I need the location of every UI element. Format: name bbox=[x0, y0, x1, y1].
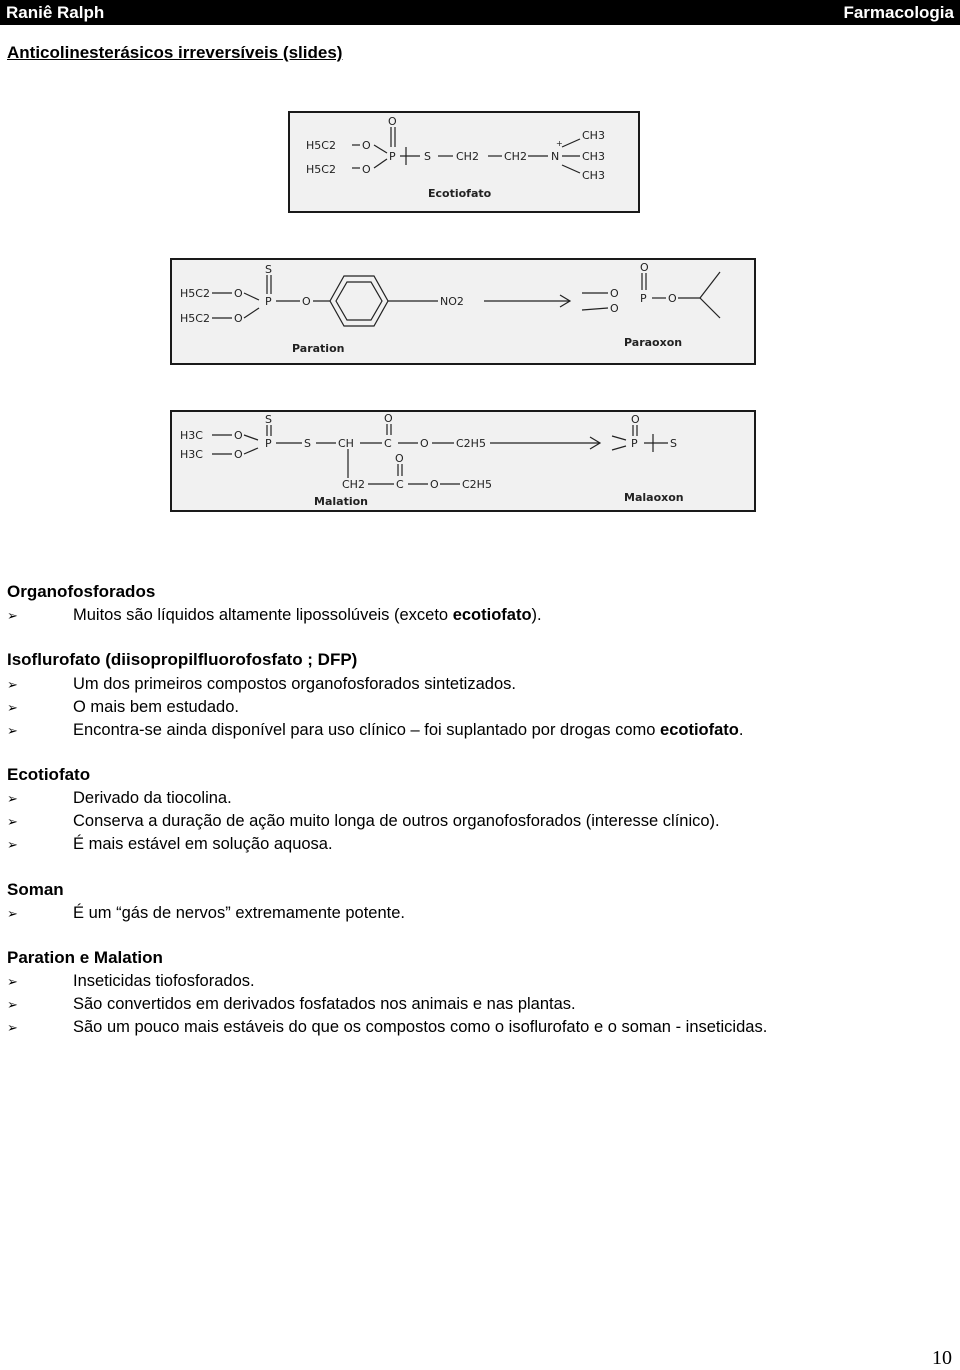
malation-oxygen-4: O bbox=[420, 437, 429, 450]
section-title-ecotiofato: Ecotiofato bbox=[7, 765, 91, 784]
ecotiofato-nitrogen: N bbox=[551, 150, 560, 163]
ecotiofato-oxygen-3: O bbox=[388, 115, 397, 128]
ecotiofato-phosphorus: P bbox=[389, 150, 396, 163]
arrow-bullet-icon: ➢ bbox=[7, 906, 18, 921]
paration-phosphorus: P bbox=[265, 295, 272, 308]
paration-malation-list bbox=[0, 970, 767, 1039]
paration-ethyl-2: H5C2 bbox=[180, 312, 210, 325]
malation-methine: CH bbox=[338, 437, 354, 450]
paration-oxygen-3: O bbox=[302, 295, 311, 308]
paraoxon-oxygen-3: O bbox=[640, 261, 649, 274]
malation-oxygen-5: O bbox=[395, 452, 404, 465]
paration-sulfur: S bbox=[265, 263, 272, 276]
paraoxon-label: Paraoxon bbox=[624, 336, 683, 349]
list-item: ➢ Muitos são líquidos altamente lipossolúveis (exceto ecotiofato). bbox=[0, 604, 542, 627]
arrow-bullet-icon: ➢ bbox=[7, 791, 18, 806]
malation-sulfur-1: S bbox=[265, 413, 272, 426]
arrow-bullet-icon: ➢ bbox=[7, 608, 18, 623]
paraoxon-phosphorus: P bbox=[640, 292, 647, 305]
document-title: Anticolinesterásicos irreversíveis (slides) bbox=[7, 43, 343, 62]
ecotiofato-list bbox=[0, 787, 720, 856]
arrow-bullet-icon: ➢ bbox=[7, 1020, 18, 1035]
paraoxon-oxygen-1: O bbox=[610, 287, 619, 300]
ecotiofato-ethyl-2: H5C2 bbox=[306, 163, 336, 176]
paraoxon-oxygen-2: O bbox=[610, 302, 619, 315]
list-item: ➢ São um pouco mais estáveis do que os compostos como o isoflurofato e o soman - inseticidas. bbox=[0, 1016, 767, 1039]
paration-label: Paration bbox=[292, 342, 345, 355]
paration-oxygen-1: O bbox=[234, 287, 243, 300]
author-name: Raniê Ralph bbox=[6, 3, 105, 22]
malation-methyl-1: H3C bbox=[180, 429, 203, 442]
ecotiofato-structure-diagram bbox=[290, 113, 638, 211]
arrow-bullet-icon: ➢ bbox=[7, 837, 18, 852]
ecotiofato-label: Ecotiofato bbox=[428, 187, 492, 200]
arrow-bullet-icon: ➢ bbox=[7, 723, 18, 738]
malation-oxygen-6: O bbox=[430, 478, 439, 491]
section-title-soman: Soman bbox=[7, 880, 64, 899]
section-title-isoflurofato: Isoflurofato (diisopropilfluorofosfato ; DFP) bbox=[7, 650, 358, 669]
paration-oxygen-2: O bbox=[234, 312, 243, 325]
isoflurofato-list bbox=[0, 673, 743, 742]
malaoxon-oxygen: O bbox=[631, 413, 640, 426]
paration-reaction-diagram bbox=[172, 260, 754, 363]
malation-methylene: CH2 bbox=[342, 478, 365, 491]
malaoxon-phosphorus: P bbox=[631, 437, 638, 450]
ecotiofato-oxygen-1: O bbox=[362, 139, 371, 152]
list-item: ➢ Inseticidas tiofosforados. bbox=[0, 970, 767, 993]
malation-oxygen-1: O bbox=[234, 429, 243, 442]
arrow-bullet-icon: ➢ bbox=[7, 974, 18, 989]
list-item: ➢ O mais bem estudado. bbox=[0, 696, 743, 719]
list-item: ➢ É um “gás de nervos” extremamente potente. bbox=[0, 902, 405, 925]
malation-oxygen-3: O bbox=[384, 412, 393, 425]
course-name: Farmacologia bbox=[843, 3, 954, 22]
arrow-bullet-icon: ➢ bbox=[7, 997, 18, 1012]
malation-structure-figure bbox=[170, 410, 756, 512]
paration-structure-figure bbox=[170, 258, 756, 365]
paration-nitro: NO2 bbox=[440, 295, 464, 308]
arrow-bullet-icon: ➢ bbox=[7, 700, 18, 715]
malation-label: Malation bbox=[314, 495, 368, 508]
ecotiofato-oxygen-2: O bbox=[362, 163, 371, 176]
ecotiofato-sulfur: S bbox=[424, 150, 431, 163]
arrow-bullet-icon: ➢ bbox=[7, 814, 18, 829]
list-item: ➢ São convertidos em derivados fosfatados nos animais e nas plantas. bbox=[0, 993, 767, 1016]
ecotiofato-methyl-3: CH3 bbox=[582, 169, 605, 182]
ecotiofato-methyl-1: CH3 bbox=[582, 129, 605, 142]
list-item: ➢ Conserva a duração de ação muito longa de outros organofosforados (interesse clínico). bbox=[0, 810, 720, 833]
malaoxon-sulfur: S bbox=[670, 437, 677, 450]
ecotiofato-methyl-2: CH3 bbox=[582, 150, 605, 163]
paraoxon-oxygen-4: O bbox=[668, 292, 677, 305]
malation-sulfur-2: S bbox=[304, 437, 311, 450]
organofosforados-list bbox=[0, 604, 542, 627]
malation-carbon-2: C bbox=[396, 478, 404, 491]
malation-carbon-1: C bbox=[384, 437, 392, 450]
ecotiofato-charge: + bbox=[556, 139, 563, 148]
list-item: ➢ Derivado da tiocolina. bbox=[0, 787, 720, 810]
page-header bbox=[0, 0, 960, 25]
ecotiofato-methylene-1: CH2 bbox=[456, 150, 479, 163]
malation-phosphorus: P bbox=[265, 437, 272, 450]
paration-ethyl-1: H5C2 bbox=[180, 287, 210, 300]
malation-ethyl-2: C2H5 bbox=[462, 478, 492, 491]
soman-list bbox=[0, 902, 405, 925]
list-item: ➢ É mais estável em solução aquosa. bbox=[0, 833, 720, 856]
malation-reaction-diagram bbox=[172, 412, 754, 510]
section-title-organofosforados: Organofosforados bbox=[7, 582, 156, 601]
ecotiofato-methylene-2: CH2 bbox=[504, 150, 527, 163]
malation-methyl-2: H3C bbox=[180, 448, 203, 461]
list-item: ➢ Um dos primeiros compostos organofosforados sintetizados. bbox=[0, 673, 743, 696]
malaoxon-label: Malaoxon bbox=[624, 491, 684, 504]
malation-oxygen-2: O bbox=[234, 448, 243, 461]
list-item: ➢ Encontra-se ainda disponível para uso clínico – foi suplantado por drogas como ecotiofato. bbox=[0, 719, 743, 742]
malation-ethyl-1: C2H5 bbox=[456, 437, 486, 450]
ecotiofato-ethyl-1: H5C2 bbox=[306, 139, 336, 152]
section-title-paration-malation: Paration e Malation bbox=[7, 948, 163, 967]
ecotiofato-structure-figure bbox=[288, 111, 640, 213]
arrow-bullet-icon: ➢ bbox=[7, 677, 18, 692]
page-number: 10 bbox=[932, 1347, 952, 1369]
